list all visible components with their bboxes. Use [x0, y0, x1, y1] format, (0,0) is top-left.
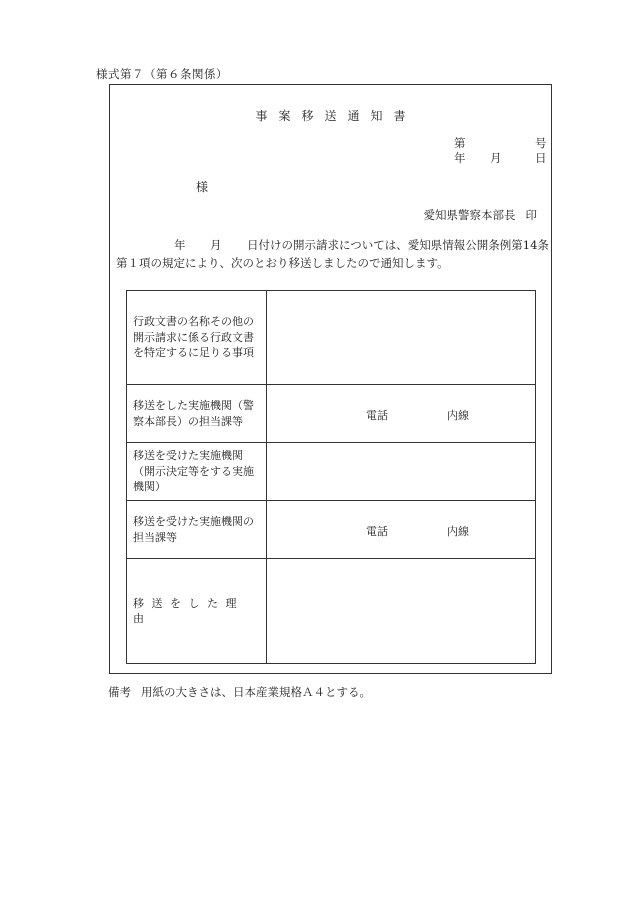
receiving-division-label: 移送を受けた実施機関の担当課等	[127, 501, 267, 559]
date-day: 日	[535, 151, 547, 165]
table-row	[127, 501, 536, 559]
body-month: 月	[210, 238, 222, 252]
date-month: 月	[490, 151, 502, 165]
addressee: 様	[196, 180, 209, 194]
document-description-label: 行政文書の名称その他の開示請求に係る行政文書を特定するに足りる事項	[127, 291, 267, 385]
body-line-1	[116, 236, 548, 254]
body-year: 年	[174, 238, 186, 252]
body-line-2-text: 第１項の規定により、次のとおり移送しましたので通知します。	[116, 256, 449, 270]
extension-label: 内線	[447, 408, 469, 422]
remarks-note	[108, 684, 371, 700]
document-title: 事案移送通知書	[255, 109, 417, 123]
table-row	[127, 385, 536, 443]
seal-mark: 印	[525, 208, 537, 222]
date-year: 年	[454, 151, 466, 165]
transferring-division-field[interactable]	[267, 385, 536, 443]
number-suffix: 号	[535, 136, 547, 150]
table-row	[127, 443, 536, 501]
phone-label: 電話	[366, 408, 388, 422]
transfer-details-table	[126, 290, 536, 664]
phone-info	[267, 407, 535, 421]
phone-label: 電話	[366, 524, 388, 538]
body-line-1-text: 日付けの開示請求については、愛知県情報公開条例第14条	[247, 238, 549, 252]
transfer-reason-label: 移送をした理由	[127, 559, 267, 664]
form-number-label: 様式第７（第６条関係）	[96, 67, 228, 81]
table-row	[127, 291, 536, 385]
phone-info	[267, 523, 535, 537]
extension-label: 内線	[447, 524, 469, 538]
issuer-line	[424, 207, 538, 223]
receiving-division-field[interactable]	[267, 501, 536, 559]
notice-frame	[109, 84, 552, 674]
number-prefix: 第	[454, 136, 466, 150]
transfer-reason-field[interactable]	[267, 559, 536, 664]
receiving-agency-field[interactable]	[267, 443, 536, 501]
remarks-text: 用紙の大きさは、日本産業規格Ａ４とする。	[141, 685, 371, 699]
document-description-field[interactable]	[267, 291, 536, 385]
receiving-agency-label: 移送を受けた実施機関（開示決定等をする実施機関）	[127, 443, 267, 501]
notice-body	[116, 236, 548, 272]
body-line-2	[116, 254, 548, 272]
remarks-heading: 備考	[108, 685, 131, 699]
transferring-division-label: 移送をした実施機関（警察本部長）の担当課等	[127, 385, 267, 443]
issuer-name: 愛知県警察本部長	[423, 208, 516, 222]
table-row	[127, 559, 536, 664]
